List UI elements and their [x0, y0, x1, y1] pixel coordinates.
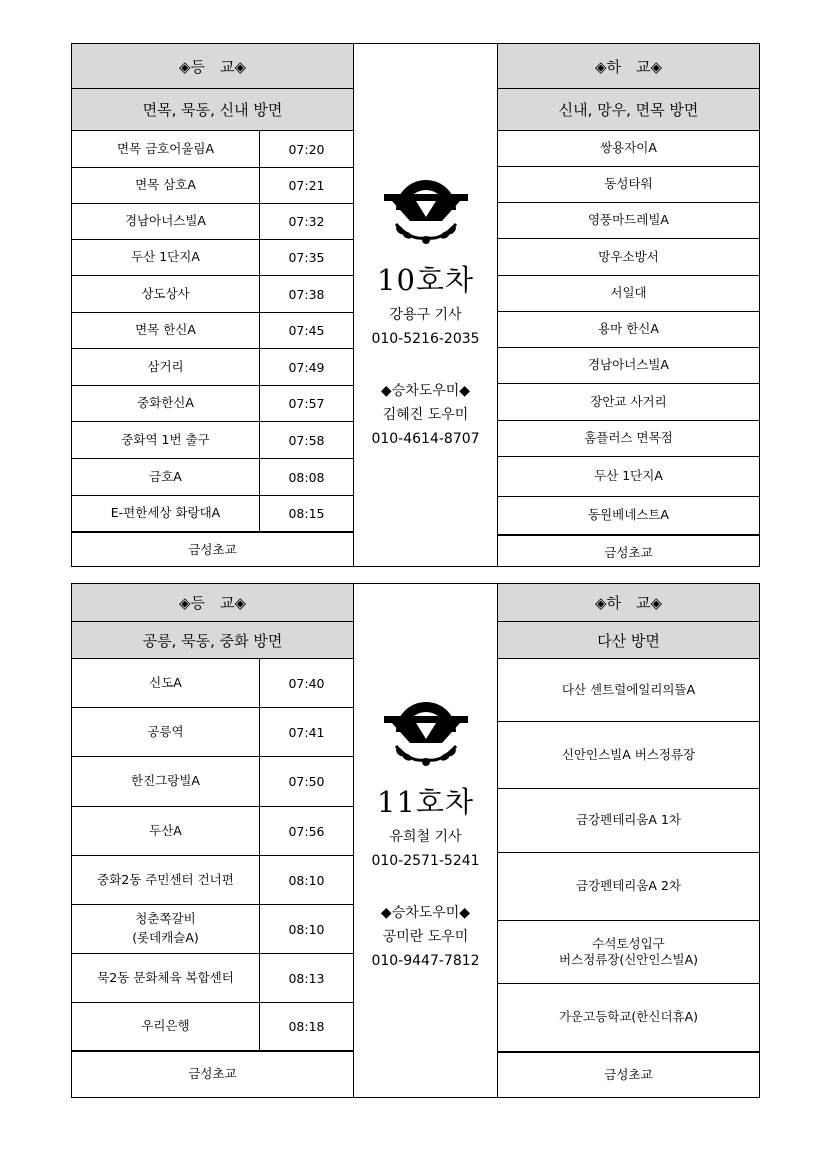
- stop-name: 상도상사: [141, 285, 190, 301]
- stop-time: 08:18: [259, 1003, 353, 1050]
- stop-name: 금호A: [149, 468, 182, 484]
- table-row: [72, 757, 353, 807]
- stop-name: 경남아너스빌A: [587, 357, 669, 373]
- stop-name: 공릉역: [147, 723, 184, 739]
- stop-time: 07:40: [259, 659, 353, 707]
- stop-time: 07:49: [259, 349, 353, 385]
- stop-time: 07:35: [259, 240, 353, 275]
- stop-name: 용마 한신A: [598, 321, 659, 337]
- stop-time: 07:58: [259, 422, 353, 458]
- morning-route: 공릉, 묵동, 중화 방면: [72, 622, 353, 659]
- stop-time: 08:10: [259, 856, 353, 904]
- stop-time: 07:21: [259, 168, 353, 203]
- helper-name: 공미란 도우미: [382, 929, 469, 945]
- stop-name: 면목 한신A: [135, 322, 196, 338]
- stop-name: 중화역 1번 출구: [121, 431, 210, 447]
- table-row: [72, 204, 353, 240]
- stop-name: 삼거리: [147, 358, 184, 374]
- stop-name: 쌍용자이A: [600, 140, 657, 156]
- stop-name: 서일대: [610, 285, 647, 301]
- table-row: [72, 349, 353, 386]
- stop-name: 청춘쪽갈비 (롯데캐슬A): [132, 911, 199, 945]
- morning-column: [72, 44, 354, 566]
- stop-time: 07:38: [259, 276, 353, 312]
- table-row: [498, 239, 759, 276]
- afternoon-column: [498, 584, 759, 1097]
- bus-number: 10호차: [377, 263, 474, 297]
- destination-school: 금성초교: [604, 1067, 653, 1083]
- table-row: [72, 1003, 353, 1051]
- afternoon-route: 신내, 망우, 면목 방면: [498, 89, 759, 131]
- morning-header: ◈등 교◈: [72, 44, 353, 89]
- afternoon-header: ◈하 교◈: [498, 44, 759, 89]
- table-row: [72, 708, 353, 757]
- stop-time: 07:57: [259, 386, 353, 421]
- table-row: [498, 921, 759, 984]
- stop-name: 동성타워: [604, 176, 653, 192]
- table-row: [72, 313, 353, 349]
- stop-name: 두산A: [149, 822, 182, 838]
- stop-name: 경남아너스빌A: [124, 213, 206, 229]
- table-row: [72, 496, 353, 532]
- table-row: [498, 497, 759, 535]
- stop-time: 07:20: [259, 131, 353, 167]
- table-row: [498, 348, 759, 384]
- table-row: [72, 659, 353, 708]
- destination-school: 금성초교: [188, 542, 237, 558]
- school-logo-icon: [380, 172, 472, 254]
- stop-name: 금강펜테리움A 1차: [575, 812, 681, 828]
- bus-10-schedule: [71, 43, 760, 567]
- stop-name: 두산 1단지A: [594, 468, 663, 484]
- table-row: [498, 722, 759, 789]
- afternoon-route: 다산 방면: [498, 622, 759, 659]
- table-row: [72, 276, 353, 313]
- destination-school: 금성초교: [604, 545, 653, 561]
- stop-name: 면목 삼호A: [135, 177, 196, 193]
- table-row: [72, 532, 353, 568]
- stop-time: 08:15: [259, 496, 353, 531]
- stop-name: 중화2동 주민센터 건너편: [97, 871, 234, 887]
- stop-name: 영풍마드레빌A: [587, 212, 669, 228]
- stop-name: 중화한신A: [137, 395, 194, 411]
- table-row: [72, 459, 353, 496]
- stop-time: 07:32: [259, 204, 353, 239]
- table-row: [72, 954, 353, 1003]
- table-row: [498, 276, 759, 312]
- stop-name: 두산 1단지A: [131, 249, 200, 265]
- stop-name: 동원베네스트A: [587, 507, 669, 523]
- table-row: [72, 905, 353, 954]
- bus-info-column: [354, 44, 498, 566]
- morning-header: ◈등 교◈: [72, 584, 353, 622]
- driver-name: 강용구 기사: [389, 307, 462, 323]
- table-row: [72, 422, 353, 459]
- stop-time: 07:56: [259, 807, 353, 855]
- table-row: [498, 984, 759, 1052]
- stop-time: 08:08: [259, 459, 353, 495]
- table-row: [72, 168, 353, 204]
- table-row: [498, 421, 759, 457]
- table-row: [72, 386, 353, 422]
- school-logo-icon: [380, 694, 472, 776]
- table-row: [498, 659, 759, 722]
- stop-name: 신안인스빌A 버스정류장: [561, 746, 696, 762]
- table-row: [72, 856, 353, 905]
- morning-stops: [72, 659, 353, 1097]
- afternoon-header: ◈하 교◈: [498, 584, 759, 622]
- stop-name: 금강펜테리움A 2차: [575, 878, 681, 894]
- stop-time: 08:10: [259, 905, 353, 953]
- driver-phone: 010-5216-2035: [371, 331, 480, 347]
- destination-school: 금성초교: [188, 1066, 237, 1082]
- stop-name: 다산 센트럴에일리의뜰A: [561, 681, 696, 697]
- stop-name: 망우소방서: [598, 248, 659, 264]
- afternoon-stops: [498, 131, 759, 571]
- helper-name: 김혜진 도우미: [382, 407, 469, 423]
- driver-phone: 010-2571-5241: [371, 853, 480, 869]
- stop-name: 홈플러스 면목점: [584, 430, 673, 446]
- table-row: [72, 240, 353, 276]
- table-row: [498, 203, 759, 239]
- stop-name: 장안교 사거리: [590, 393, 667, 409]
- helper-title: ◆승차도우미◆: [380, 383, 471, 399]
- table-row: [72, 131, 353, 168]
- stop-name: 묵2동 문화체육 복합센터: [97, 969, 234, 985]
- stop-name: 우리은행: [141, 1018, 190, 1034]
- helper-phone: 010-9447-7812: [371, 953, 480, 969]
- stop-time: 07:45: [259, 313, 353, 348]
- stop-name: 신도A: [149, 674, 182, 690]
- stop-name: 수석토성입구 버스정류장(신안인스빌A): [558, 936, 699, 967]
- morning-route: 면목, 묵동, 신내 방면: [72, 89, 353, 131]
- table-row: [498, 384, 759, 421]
- morning-column: [72, 584, 354, 1097]
- table-row: [498, 535, 759, 571]
- stop-name: 면목 금호어울림A: [116, 140, 215, 156]
- table-row: [498, 853, 759, 921]
- bus-11-schedule: [71, 583, 760, 1098]
- table-row: [498, 457, 759, 497]
- table-row: [498, 167, 759, 203]
- table-row: [498, 131, 759, 167]
- stop-time: 08:13: [259, 954, 353, 1002]
- table-row: [72, 1051, 353, 1097]
- helper-phone: 010-4614-8707: [371, 431, 480, 447]
- stop-time: 07:41: [259, 708, 353, 756]
- table-row: [498, 789, 759, 853]
- stop-name: 한진그랑빌A: [131, 773, 200, 789]
- stop-time: 07:50: [259, 757, 353, 806]
- driver-name: 유희철 기사: [389, 829, 462, 845]
- helper-title: ◆승차도우미◆: [380, 905, 471, 921]
- morning-stops: [72, 131, 353, 568]
- table-row: [498, 312, 759, 348]
- stop-name: 가운고등학교(한신더휴A): [558, 1009, 699, 1025]
- bus-info-column: [354, 584, 498, 1097]
- table-row: [498, 1052, 759, 1098]
- afternoon-column: [498, 44, 759, 566]
- bus-number: 11호차: [377, 785, 474, 819]
- table-row: [72, 807, 353, 856]
- stop-name: E-편한세상 화랑대A: [110, 505, 221, 521]
- afternoon-stops: [498, 659, 759, 1098]
